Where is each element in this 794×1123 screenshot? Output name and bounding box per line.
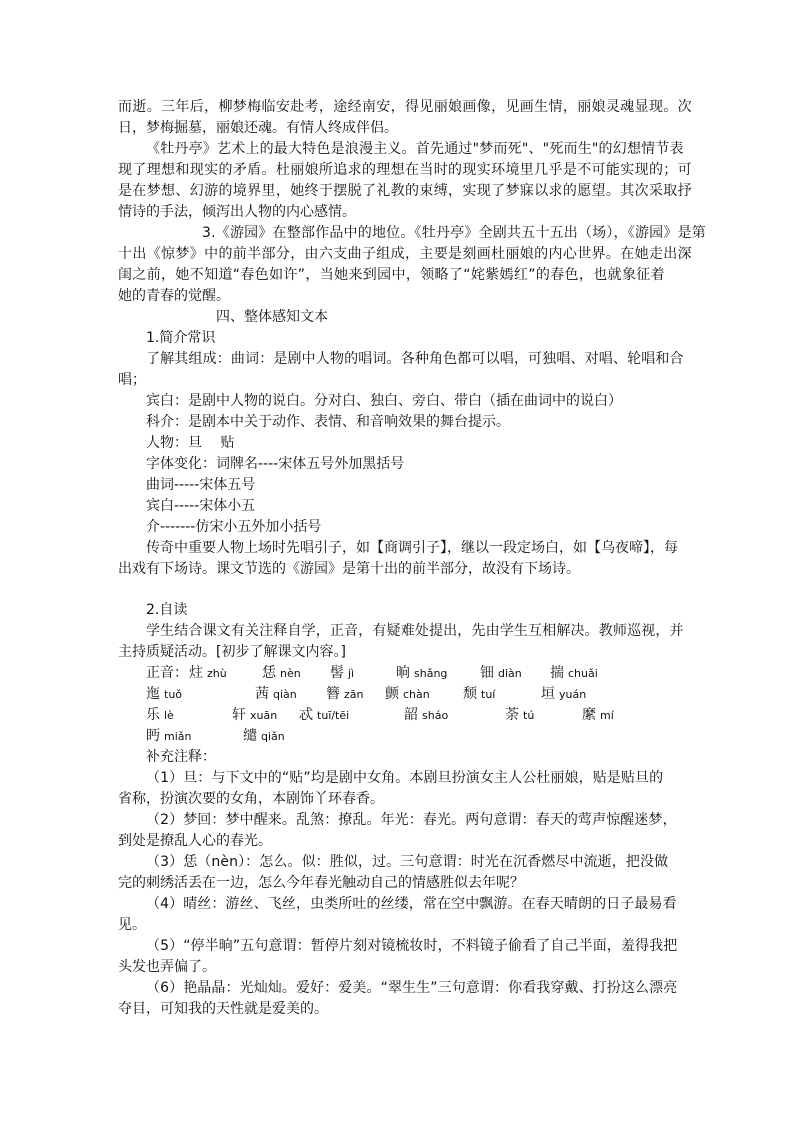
pinyin-item: 髻 jì bbox=[330, 665, 355, 681]
text-line: 出戏有下场诗。课文节选的《游园》是第十出的前半部分，故没有下场诗。 bbox=[118, 561, 580, 577]
text-line: 宾白-----宋体小五 bbox=[146, 498, 256, 514]
text-line: 她的青春的觉醒。 bbox=[118, 288, 230, 304]
text-line: （2）梦回：梦中醒来。乱煞：撩乱。年光：春光。两句意谓：春天的莺声惊醒迷梦， bbox=[146, 812, 677, 828]
text-line: 3.《游园》在整部作品中的地位。《牡丹亭》全剧共五十五出（场），《游园》是第 bbox=[202, 225, 706, 241]
text-line: 唱； bbox=[118, 372, 146, 388]
pinyin-item: 茜 qiàn bbox=[255, 686, 297, 702]
pinyin-item: 炷 zhù bbox=[189, 665, 227, 681]
pinyin-item: 眄 miǎn bbox=[146, 728, 192, 744]
pinyin-item: 迤 tuǒ bbox=[146, 686, 183, 702]
text-line: 字体变化：词牌名----宋体五号外加黑括号 bbox=[146, 456, 405, 472]
text-line: 是在梦想、幻游的境界里，她终于摆脱了礼教的束缚，实现了梦寐以求的愿望。其次采取抒 bbox=[118, 183, 692, 199]
text-line: 十出《惊梦》中的前半部分，由六支曲子组成，主要是刻画杜丽娘的内心世界。在她走出深 bbox=[118, 246, 692, 262]
pinyin-item: 晌 shǎng bbox=[396, 665, 448, 681]
text-line: 了解其组成：曲词：是剧中人物的唱词。各种角色都可以唱，可独唱、对唱、轮唱和合 bbox=[146, 351, 684, 367]
text-line: 闺之前，她不知道“春色如许”，当她来到园中，领略了“姹紫嫣红”的春色，也就象征着 bbox=[118, 267, 666, 283]
text-line: 日，梦梅掘墓，丽娘还魂。有情人终成伴侣。 bbox=[118, 120, 398, 136]
text-line: （1）旦：与下文中的“贴”均是剧中女角。本剧旦扮演女主人公杜丽娘，贴是贴旦的 bbox=[146, 770, 664, 786]
text-line: 而逝。三年后，柳梦梅临安赴考，途经南安，得见丽娘画像，见画生情，丽娘灵魂显现。次 bbox=[118, 99, 692, 115]
subsection-heading: 2.自读 bbox=[146, 602, 188, 618]
text-line: 见。 bbox=[118, 917, 146, 933]
pinyin-label: 正音： bbox=[146, 665, 188, 681]
text-line: 省称，扮演次要的女角，本剧饰丫环春香。 bbox=[118, 791, 384, 807]
text-line: 完的刺绣活丢在一边，怎么今年春光触动自己的情感胜似去年呢？ bbox=[118, 875, 524, 891]
text-line: 到处是撩乱人心的春光。 bbox=[118, 833, 272, 849]
pinyin-item: 颤 chàn bbox=[385, 686, 430, 702]
text-line: 人物：旦 贴 bbox=[146, 435, 235, 451]
pinyin-item: 轩 xuān bbox=[232, 707, 278, 723]
text-line: （6）艳晶晶：光灿灿。爱好：爱美。“翠生生”三句意谓：你看我穿戴、打扮这么漂亮 bbox=[146, 980, 678, 996]
pinyin-item: 垣 yuán bbox=[541, 686, 587, 702]
pinyin-item: 颓 tuí bbox=[463, 686, 496, 702]
section-heading: 四、整体感知文本 bbox=[216, 309, 328, 325]
text-line: （5）“停半晌”五句意谓：暂停片刻对镜梳妆时，不料镜子偷看了自己半面，羞得我把 bbox=[146, 938, 678, 954]
text-line: 学生结合课文有关注释自学，正音，有疑难处提出，先由学生互相解决。教师巡视，并 bbox=[146, 623, 684, 639]
text-line: 补充注释： bbox=[146, 749, 216, 765]
text-line: 介-------仿宋小五外加小括号 bbox=[146, 519, 322, 535]
pinyin-item: 恁 nèn bbox=[262, 665, 301, 681]
text-line: 传奇中重要人物上场时先唱引子，如【商调引子】，继以一段定场白，如【乌夜啼】，每 bbox=[146, 540, 678, 556]
subsection-heading: 1.简介常识 bbox=[146, 330, 216, 346]
pinyin-item: 荼 tú bbox=[505, 707, 535, 723]
pinyin-item: 钿 diàn bbox=[480, 665, 522, 681]
text-line: 宾白：是剧中人物的说白。分对白、独白、旁白、带白（插在曲词中的说白） bbox=[146, 393, 622, 409]
pinyin-item: 缱 qiǎn bbox=[243, 728, 285, 744]
text-line: 头发也弄偏了。 bbox=[118, 959, 216, 975]
text-line: 《牡丹亭》艺术上的最大特色是浪漫主义。首先通过"梦而死"、"死而生"的幻想情节表 bbox=[146, 141, 684, 157]
text-line: 曲词-----宋体五号 bbox=[146, 477, 256, 493]
text-line: （3）恁（nèn）：怎么。似：胜似，过。三句意谓：时光在沉香燃尽中流逝，把没做 bbox=[146, 854, 669, 870]
text-line: 主持质疑活动。[初步了解课文内容。] bbox=[118, 644, 346, 660]
pinyin-item: 簪 zān bbox=[326, 686, 364, 702]
text-line: 科介：是剧本中关于动作、表情、和音响效果的舞台提示。 bbox=[146, 414, 510, 430]
text-line: （4）晴丝：游丝、飞丝，虫类所吐的丝缕，常在空中飘游。在春天晴朗的日子最易看 bbox=[146, 896, 677, 912]
pinyin-item: 揣 chuǎi bbox=[550, 665, 598, 681]
text-line: 夺目，可知我的天性就是爱美的。 bbox=[118, 1001, 328, 1017]
text-line: 现了理想和现实的矛盾。杜丽娘所追求的理想在当时的现实环境里几乎是不可能实现的；可 bbox=[118, 162, 692, 178]
pinyin-item: 縻 mí bbox=[582, 707, 614, 723]
pinyin-item: 乐 lè bbox=[146, 707, 174, 723]
text-line: 情诗的手法，倾泻出人物的内心感情。 bbox=[118, 204, 356, 220]
pinyin-item: 忒 tuī/tēi bbox=[299, 707, 350, 723]
pinyin-item: 韶 sháo bbox=[404, 707, 449, 723]
